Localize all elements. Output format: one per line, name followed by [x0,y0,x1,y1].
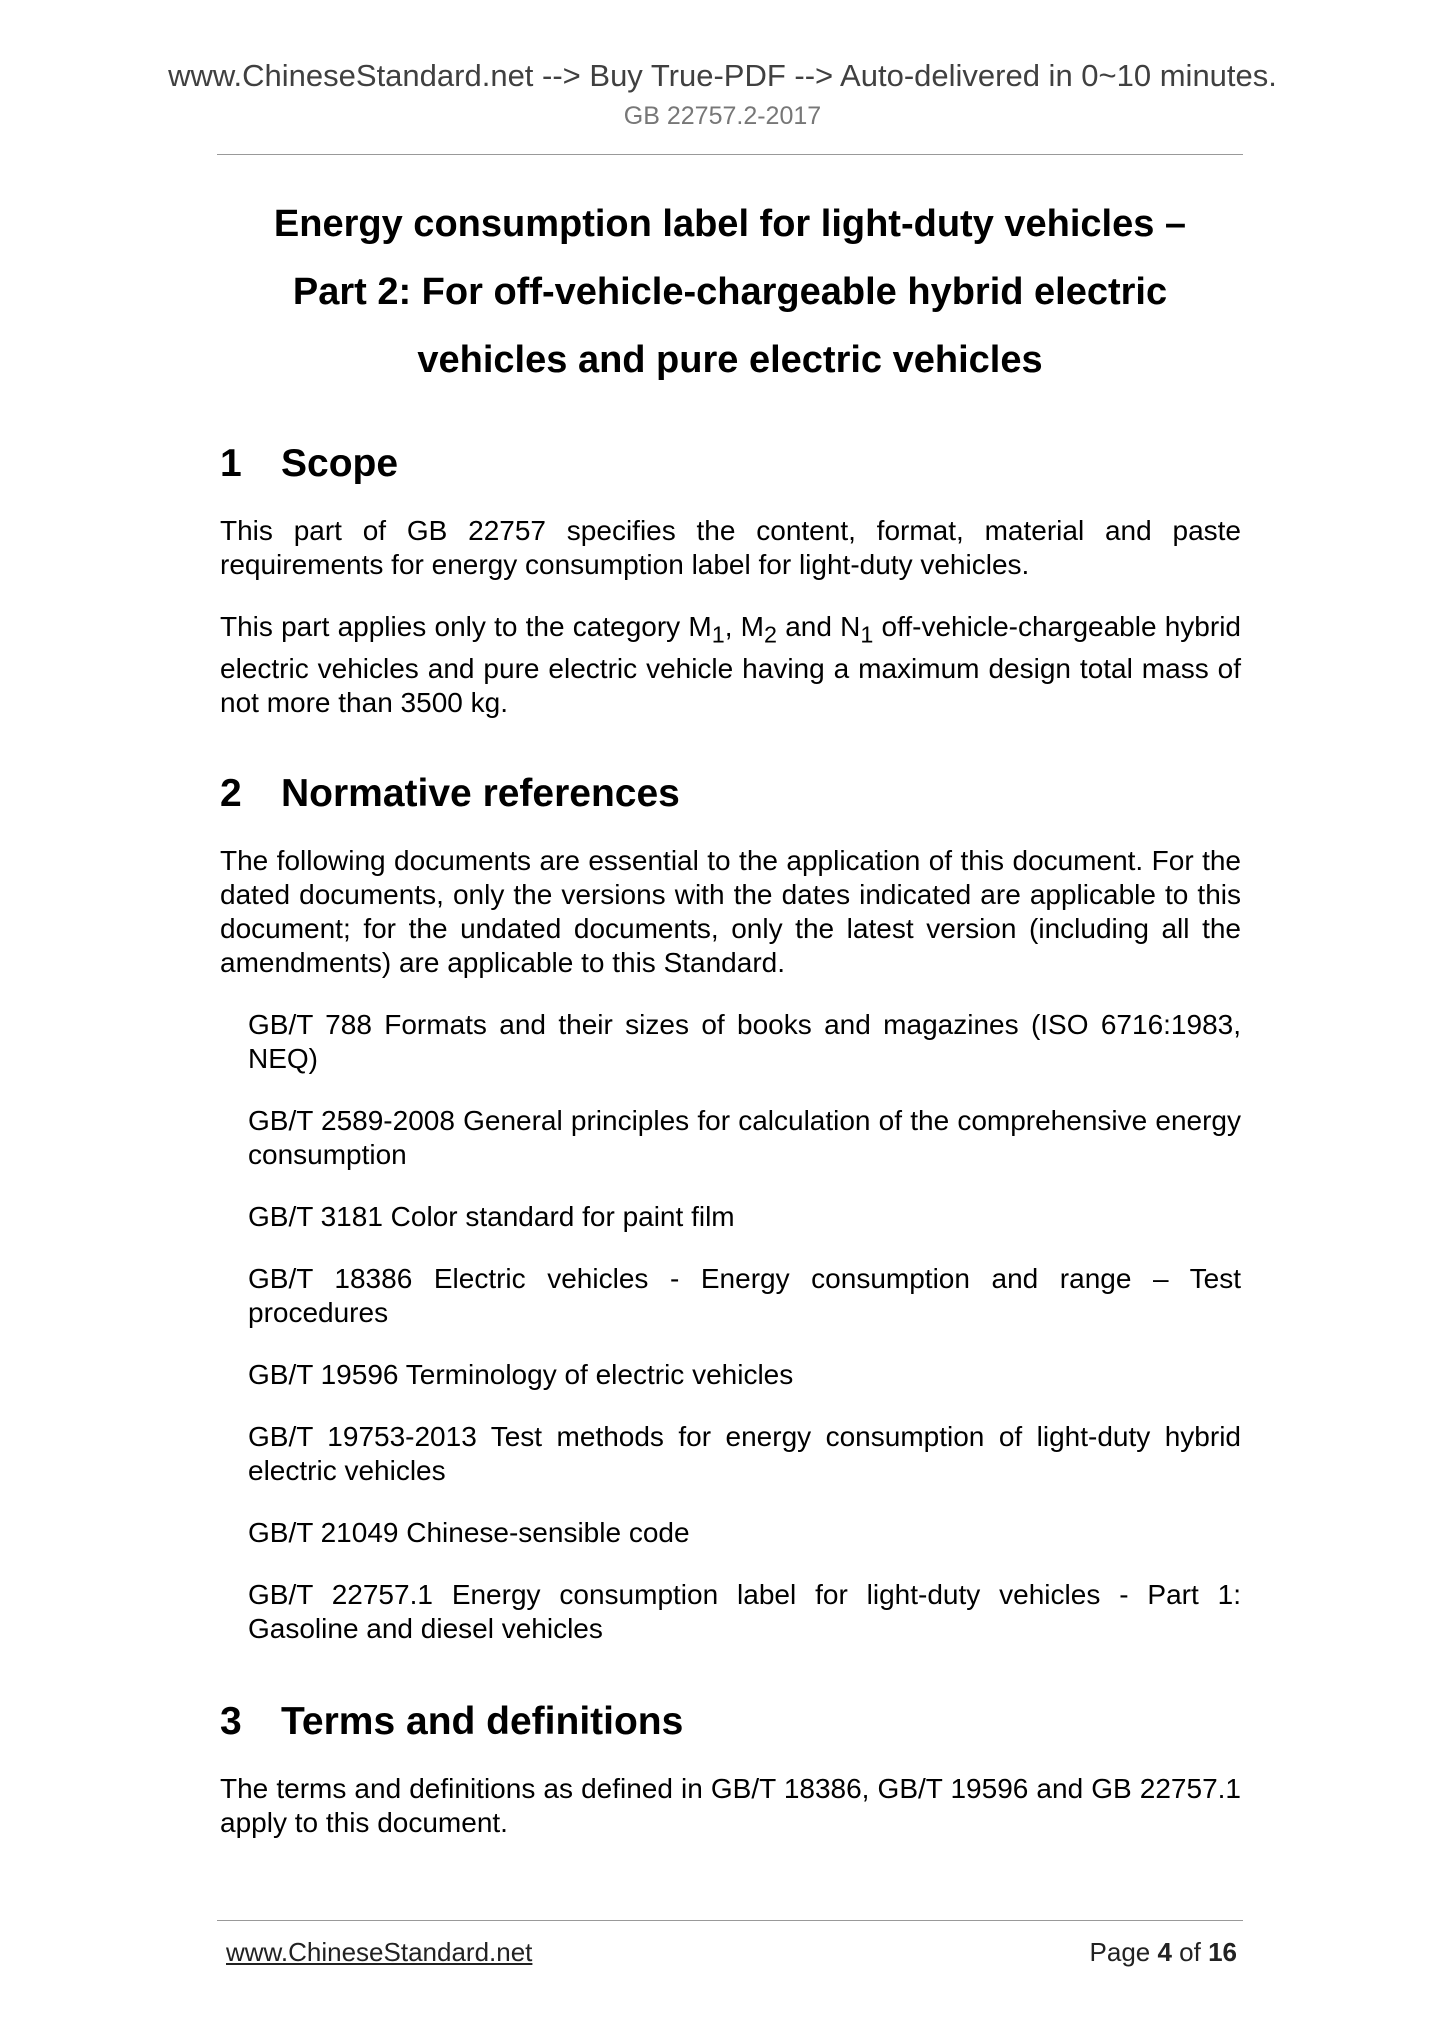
section-terms-and-definitions [220,1698,1241,1840]
title-line-2: Part 2: For off-vehicle-chargeable hybrid electric [292,271,1168,313]
section-scope [220,440,1241,720]
total-pages: 16 [1208,1937,1237,1967]
current-page-number: 4 [1157,1937,1172,1967]
section-heading [220,1698,1241,1746]
subscript: 1 [711,621,725,648]
title-line-1: Energy consumption label for light-duty vehicles – [273,203,1187,245]
text-run: and N [776,611,861,642]
document-title [217,190,1243,394]
section-number: 2 [220,771,242,815]
section-title: Normative references [281,771,680,815]
section-number: 1 [220,442,242,485]
text-run: off-vehicle-chargeable hybrid electric vehicles and pure electric vehicle having a maximum design total mass of not more than 3500 kg. [220,611,1241,718]
page-number-indicator [1090,1937,1237,1968]
footer-divider [217,1920,1243,1921]
paragraph: This part of GB 22757 specifies the content, format, material and paste requirements for energy consumption label for light-duty vehicles. [220,515,1241,580]
subscript: 2 [764,621,777,648]
paragraph [220,610,1241,720]
reference-item: GB/T 788 Formats and their sizes of books and magazines (ISO 6716:1983, NEQ) [248,1008,1241,1074]
section-heading [220,440,1241,488]
footer-website-link[interactable]: www.ChineseStandard.net [226,1937,533,1967]
reference-item: GB/T 19596 Terminology of electric vehicles [248,1358,794,1390]
subscript: 1 [860,621,874,648]
section-heading [220,770,1241,818]
header-promo-text: www.ChineseStandard.net --> Buy True-PDF --> Auto-delivered in 0~10 minutes. [168,58,1277,93]
text-run: This part applies only to the category M [220,611,712,642]
text-run: , M [724,611,764,642]
section-title: Scope [281,442,399,485]
reference-item: GB/T 3181 Color standard for paint film [248,1200,735,1232]
reference-item: GB/T 19753-2013 Test methods for energy consumption of light-duty hybrid electric vehicles [248,1420,1241,1486]
paragraph: The terms and definitions as defined in GB/T 18386, GB/T 19596 and GB 22757.1 apply to this document. [220,1772,1241,1838]
section-title: Terms and definitions [281,1699,684,1743]
reference-item: GB/T 18386 Electric vehicles - Energy consumption and range – Test procedures [248,1262,1241,1328]
page-label: Page [1089,1937,1158,1967]
document-body [220,440,1241,1868]
header-standard-number: GB 22757.2-2017 [623,102,822,130]
reference-item: GB/T 2589-2008 General principles for calculation of the comprehensive energy consumption [248,1104,1241,1170]
paragraph: The following documents are essential to the application of this document. For the dated documents, only the versions with the dates indicated are applicable to this document; for the undated documents, only the latest version (including all the amendments) are applicable to this Standard. [220,844,1241,978]
reference-item: GB/T 22757.1 Energy consumption label for light-duty vehicles - Part 1: Gasoline and diesel vehicles [248,1578,1241,1644]
section-number: 3 [220,1699,242,1743]
title-line-3: vehicles and pure electric vehicles [417,339,1043,381]
reference-item: GB/T 21049 Chinese-sensible code [248,1516,690,1548]
section-normative-references [220,770,1241,1646]
page-header [0,58,1445,131]
header-divider [217,154,1243,155]
page-of-label: of [1171,1937,1209,1967]
